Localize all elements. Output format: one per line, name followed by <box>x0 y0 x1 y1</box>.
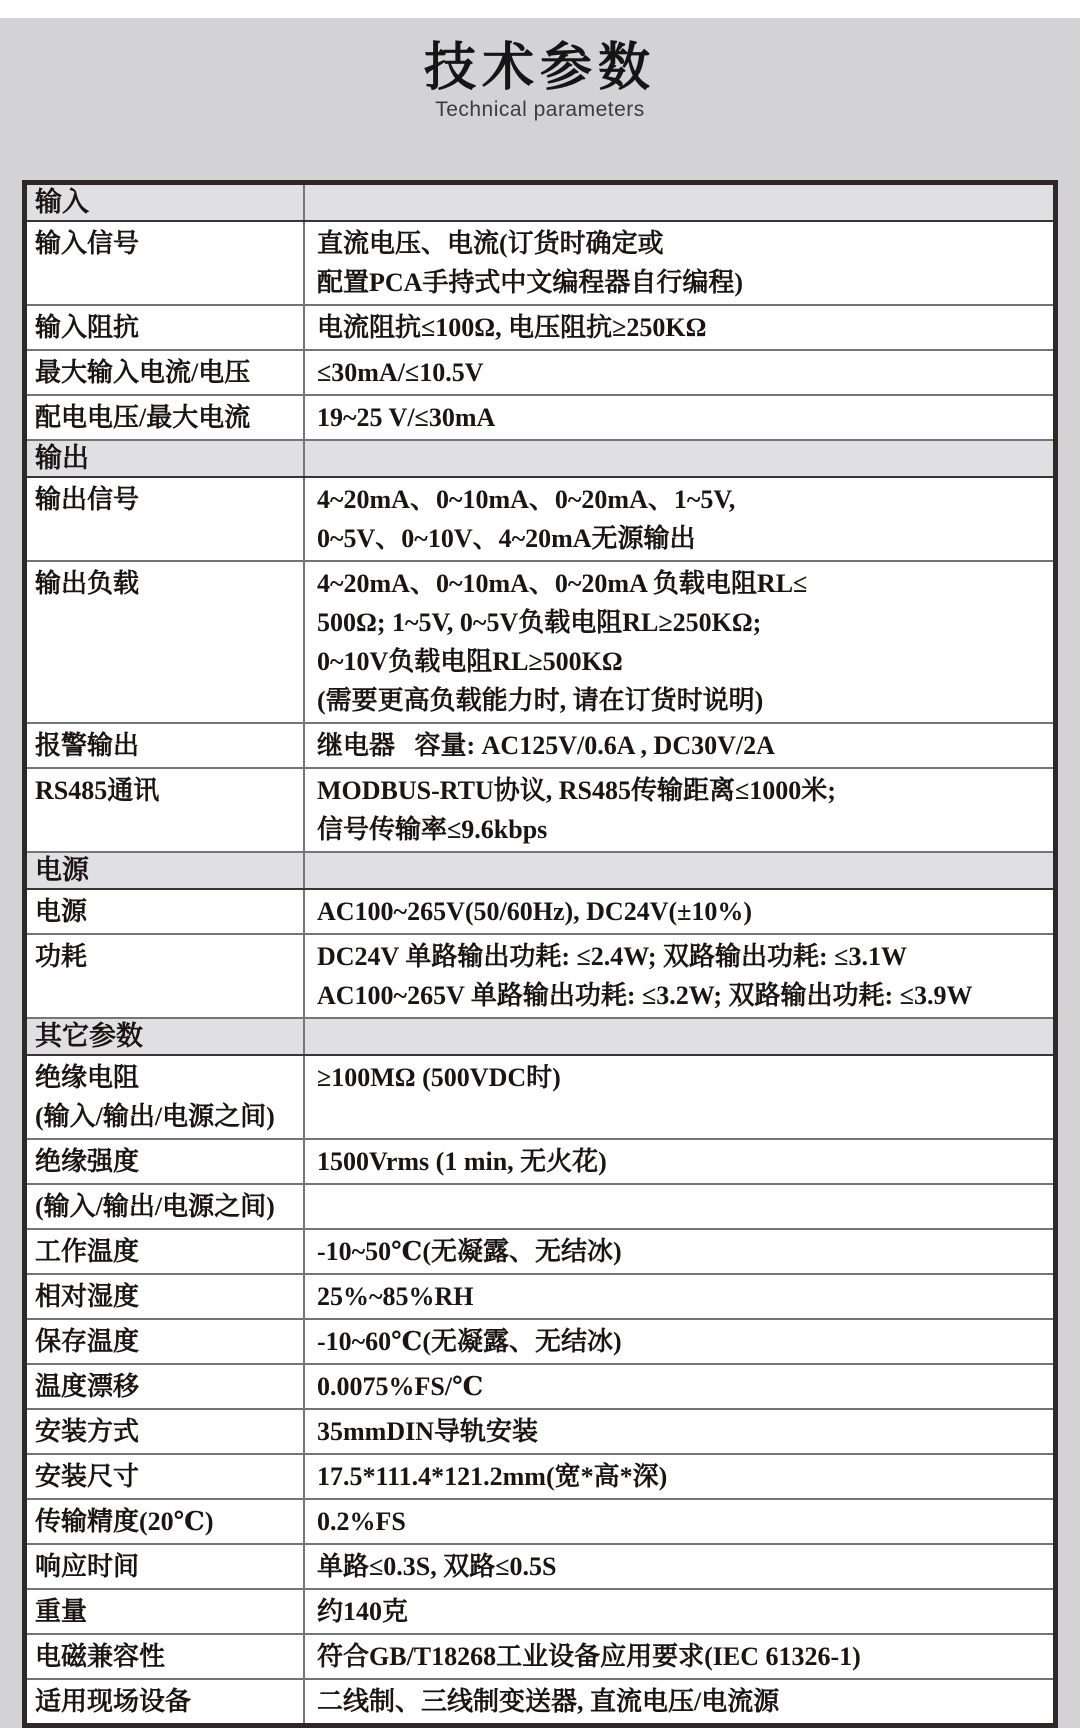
param-value <box>304 1274 1056 1319</box>
param-value <box>304 1589 1056 1634</box>
title-block <box>0 38 1080 122</box>
param-label-line: 传输精度(20℃) <box>35 1507 214 1536</box>
param-label <box>25 1319 305 1364</box>
spec-table-container <box>22 180 1058 1728</box>
param-label-line: (输入/输出/电源之间) <box>35 1102 275 1131</box>
param-value <box>304 1018 1056 1055</box>
param-label-line: 绝缘电阻 <box>35 1063 140 1092</box>
param-label <box>25 440 305 477</box>
param-value-line: 500Ω; 1~5V, 0~5V负载电阻RL≥250KΩ; <box>317 608 762 637</box>
param-label <box>25 1274 305 1319</box>
param-value-line: 二线制、三线制变送器, 直流电压/电流源 <box>317 1687 780 1716</box>
param-value <box>304 1409 1056 1454</box>
param-label <box>25 221 305 305</box>
param-label-line: 安装方式 <box>35 1417 140 1446</box>
param-value <box>304 1544 1056 1589</box>
param-label <box>25 1409 305 1454</box>
spec-row <box>25 561 1056 723</box>
spec-row <box>25 723 1056 768</box>
param-value <box>304 561 1056 723</box>
param-label <box>25 1544 305 1589</box>
param-label <box>25 1184 305 1229</box>
param-value-line: -10~50℃(无凝露、无结冰) <box>317 1237 622 1266</box>
param-label <box>25 723 305 768</box>
param-value <box>304 1499 1056 1544</box>
param-value-line: 信号传输率≤9.6kbps <box>317 815 548 844</box>
param-value-line: 19~25 V/≤30mA <box>317 403 496 432</box>
param-value-line: ≥100MΩ (500VDC时) <box>317 1063 561 1092</box>
param-value <box>304 1679 1056 1726</box>
spec-row <box>25 934 1056 1018</box>
spec-row <box>25 305 1056 350</box>
param-label-line: 安装尺寸 <box>35 1462 140 1491</box>
param-label-line: 温度漂移 <box>35 1372 140 1401</box>
param-label-line: 输入 <box>35 187 89 217</box>
param-value-line: ≤30mA/≤10.5V <box>317 358 484 387</box>
param-value <box>304 768 1056 852</box>
param-value <box>304 477 1056 561</box>
param-label <box>25 768 305 852</box>
spec-row <box>25 221 1056 305</box>
param-value-line: (需要更高负载能力时, 请在订货时说明) <box>317 686 764 715</box>
param-value <box>304 305 1056 350</box>
param-value <box>304 852 1056 889</box>
param-label <box>25 1018 305 1055</box>
param-label <box>25 305 305 350</box>
param-value-line: DC24V 单路输出功耗: ≤2.4W; 双路输出功耗: ≤3.1W <box>317 942 907 971</box>
param-value <box>304 183 1056 222</box>
spec-row <box>25 350 1056 395</box>
param-label <box>25 1454 305 1499</box>
param-label-line: 报警输出 <box>35 731 140 760</box>
param-label-line: 绝缘强度 <box>35 1147 140 1176</box>
param-label-line: 工作温度 <box>35 1237 140 1266</box>
param-value-line: 0.0075%FS/℃ <box>317 1372 484 1401</box>
param-label-line: 其它参数 <box>35 1021 143 1051</box>
param-value <box>304 350 1056 395</box>
param-value-line: 直流电压、电流(订货时确定或 <box>317 229 664 258</box>
param-value <box>304 1055 1056 1139</box>
param-label-line: 输出 <box>35 443 89 473</box>
spec-row <box>25 1184 1056 1229</box>
param-value <box>304 440 1056 477</box>
param-value <box>304 1319 1056 1364</box>
spec-row <box>25 1499 1056 1544</box>
param-label-line: 电磁兼容性 <box>35 1642 166 1671</box>
param-label <box>25 852 305 889</box>
param-value <box>304 934 1056 1018</box>
param-value <box>304 1184 1056 1229</box>
param-value-line: 0.2%FS <box>317 1507 406 1536</box>
param-value <box>304 1634 1056 1679</box>
section-row <box>25 852 1056 889</box>
param-value-line: AC100~265V 单路输出功耗: ≤3.2W; 双路输出功耗: ≤3.9W <box>317 981 973 1010</box>
param-value-line: AC100~265V(50/60Hz), DC24V(±10%) <box>317 897 753 926</box>
param-value-line: 配置PCA手持式中文编程器自行编程) <box>317 268 744 297</box>
spec-table <box>22 180 1058 1728</box>
param-label <box>25 477 305 561</box>
param-label-line: 适用现场设备 <box>35 1687 192 1716</box>
spec-row <box>25 1454 1056 1499</box>
top-white-strip <box>0 0 1080 18</box>
param-label <box>25 1139 305 1184</box>
param-label-line: 输入阻抗 <box>35 313 140 342</box>
spec-row <box>25 477 1056 561</box>
param-value-line: 25%~85%RH <box>317 1282 474 1311</box>
param-value <box>304 395 1056 440</box>
param-value <box>304 1139 1056 1184</box>
param-value-line: 继电器 容量: AC125V/0.6A , DC30V/2A <box>317 731 775 760</box>
page-subtitle: Technical parameters <box>435 98 645 121</box>
param-label <box>25 1364 305 1409</box>
page-title: 技术参数 <box>423 39 656 97</box>
param-value-line: 0~5V、0~10V、4~20mA无源输出 <box>317 524 696 553</box>
param-value-line: 符合GB/T18268工业设备应用要求(IEC 61326-1) <box>317 1642 861 1671</box>
param-label-line: 相对湿度 <box>35 1282 140 1311</box>
param-label-line: 输入信号 <box>35 229 140 258</box>
param-value-line: 17.5*111.4*121.2mm(宽*高*深) <box>317 1462 668 1491</box>
spec-row <box>25 768 1056 852</box>
param-label <box>25 934 305 1018</box>
spec-row <box>25 1409 1056 1454</box>
spec-row <box>25 1139 1056 1184</box>
param-label-line: 输出信号 <box>35 485 140 514</box>
param-label <box>25 1055 305 1139</box>
param-value <box>304 221 1056 305</box>
spec-row <box>25 395 1056 440</box>
param-label-line: 电源 <box>35 897 88 926</box>
param-label <box>25 889 305 934</box>
param-value-line: -10~60℃(无凝露、无结冰) <box>317 1327 622 1356</box>
param-label <box>25 183 305 222</box>
param-value <box>304 1229 1056 1274</box>
section-row <box>25 1018 1056 1055</box>
param-label-line: 输出负载 <box>35 569 140 598</box>
spec-row <box>25 889 1056 934</box>
spec-row <box>25 1274 1056 1319</box>
param-label-line: (输入/输出/电源之间) <box>35 1192 275 1221</box>
spec-row <box>25 1229 1056 1274</box>
param-label-line: 响应时间 <box>35 1552 140 1581</box>
spec-row <box>25 1634 1056 1679</box>
param-label-line: 配电电压/最大电流 <box>35 403 251 432</box>
param-value-line: 4~20mA、0~10mA、0~20mA、1~5V, <box>317 485 736 514</box>
param-label <box>25 1679 305 1726</box>
param-value <box>304 1454 1056 1499</box>
spec-row <box>25 1679 1056 1726</box>
spec-row <box>25 1364 1056 1409</box>
spec-table-body <box>25 183 1056 1726</box>
param-value-line: 约140克 <box>317 1597 409 1626</box>
param-label <box>25 350 305 395</box>
param-label-line: 重量 <box>35 1597 88 1626</box>
param-label-line: RS485通讯 <box>35 776 160 805</box>
param-value <box>304 1364 1056 1409</box>
section-row <box>25 183 1056 222</box>
param-label <box>25 1499 305 1544</box>
param-label-line: 功耗 <box>35 942 88 971</box>
spec-row <box>25 1589 1056 1634</box>
section-row <box>25 440 1056 477</box>
param-value-line: 0~10V负载电阻RL≥500KΩ <box>317 647 623 676</box>
param-value-line: 35mmDIN导轨安装 <box>317 1417 538 1446</box>
param-label-line: 最大输入电流/电压 <box>35 358 251 387</box>
param-label <box>25 395 305 440</box>
param-value-line: 4~20mA、0~10mA、0~20mA 负载电阻RL≤ <box>317 569 808 598</box>
param-label <box>25 561 305 723</box>
param-label-line: 电源 <box>35 855 89 885</box>
param-label <box>25 1589 305 1634</box>
param-value <box>304 889 1056 934</box>
spec-row <box>25 1544 1056 1589</box>
param-value-line: 1500Vrms (1 min, 无火花) <box>317 1147 607 1176</box>
spec-row <box>25 1319 1056 1364</box>
param-value-line: MODBUS-RTU协议, RS485传输距离≤1000米; <box>317 776 836 805</box>
param-value-line: 单路≤0.3S, 双路≤0.5S <box>317 1552 557 1581</box>
spec-row <box>25 1055 1056 1139</box>
param-label-line: 保存温度 <box>35 1327 140 1356</box>
param-value <box>304 723 1056 768</box>
param-value-line: 电流阻抗≤100Ω, 电压阻抗≥250KΩ <box>317 313 707 342</box>
param-label <box>25 1634 305 1679</box>
param-label <box>25 1229 305 1274</box>
